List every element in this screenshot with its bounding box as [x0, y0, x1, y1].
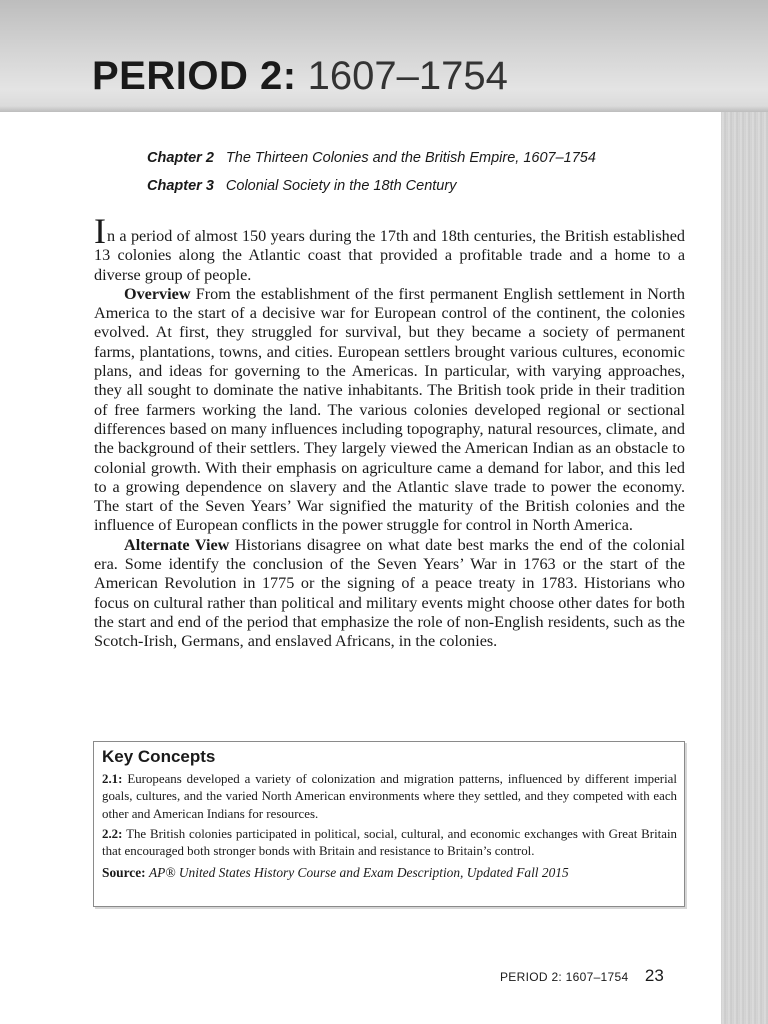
alternate-view-text: Historians disagree on what date best marks the end of the colonial era. Some identify the conclusion of the Seven Years’ War in 1763 or the start of the American Revolution in 1775 or the signing of a peace treaty in 1783. Historians who focus on cultural rather than political and military events might choose other dates for both the start and end of the period that emphasize the role of non-English residents, such as the Scotch-Irish, Germans, and enslaved Africans, in the colonies. [94, 535, 686, 651]
chapter-list [147, 144, 707, 200]
alternate-view-paragraph [94, 536, 685, 652]
source-line [102, 864, 677, 881]
overview-heading: Overview [124, 284, 191, 303]
chapter-item[interactable] [147, 144, 707, 172]
key-concepts-box [93, 741, 685, 907]
running-head: PERIOD 2: 1607–1754 [500, 970, 629, 984]
key-concept-text: Europeans developed a variety of colonization and migration patterns, influenced by different imperial goals, cultures, and the varied North American environments where they settled, and they competed with each other and American Indians for resources. [102, 772, 677, 821]
chapter-title: Colonial Society in the 18th Century [225, 178, 457, 194]
chapter-label: Chapter 3 [147, 178, 214, 194]
chapter-title: The Thirteen Colonies and the British Empire, 1607–1754 [225, 150, 596, 166]
key-concepts-title: Key Concepts [102, 747, 216, 766]
key-concept-item [102, 826, 677, 861]
alternate-view-heading: Alternate View [124, 535, 230, 554]
drop-cap: I [94, 211, 106, 251]
page-title-period: PERIOD 2: [92, 54, 297, 98]
page-title [92, 52, 508, 100]
page-title-dates: 1607–1754 [307, 54, 508, 98]
key-concept-number: 2.1: [102, 772, 123, 786]
key-concept-number: 2.2: [102, 826, 123, 841]
key-concept-item [102, 771, 677, 823]
chapter-label: Chapter 2 [147, 150, 214, 166]
key-concept-text: The British colonies participated in political, social, cultural, and economic exchanges with Great Britain that encouraged both stronger bonds with Britain and resistance to Britain’s control. [102, 826, 677, 859]
page-number: 23 [644, 966, 664, 985]
page-footer [500, 966, 690, 986]
intro-paragraph [94, 211, 685, 285]
source-title: AP® United States History Course and Exam Description, Updated Fall 2015 [149, 865, 569, 881]
intro-text: n a period of almost 150 years during the 17th and 18th centuries, the British established 13 colonies along the Atlantic coast that provided a profitable trade and a home to a diverse group of people. [94, 227, 685, 284]
chapter-item[interactable] [147, 172, 707, 200]
overview-text: From the establishment of the first permanent English settlement in North America to the start of a decisive war for European control of the continent, the colonies evolved. At first, they struggled for survival, but they became a society of permanent farms, plantations, towns, and cities. European settlers brought various cultures, economic plans, and ideas for governing to the Americas. In particular, with varying approaches, they all sought to dominate the native inhabitants. The British took pride in their tradition of free farmers working the land. The various colonies developed regional or sectional differences based on many influences including topography, natural resources, climate, and the background of their settlers. They largely viewed the American Indian as an obstacle to colonial growth. With their emphasis on agriculture came a demand for labor, and this led to a growing dependence on slavery and the Atlantic slave trade to power the economy. The start of the Seven Years’ War signified the maturity of the British colonies and the influence of European conflicts in the power struggle for control in North America. [94, 284, 686, 535]
side-margin-band [721, 112, 768, 1024]
source-label: Source: [102, 865, 146, 881]
body-text [94, 211, 686, 652]
overview-paragraph [94, 285, 685, 536]
